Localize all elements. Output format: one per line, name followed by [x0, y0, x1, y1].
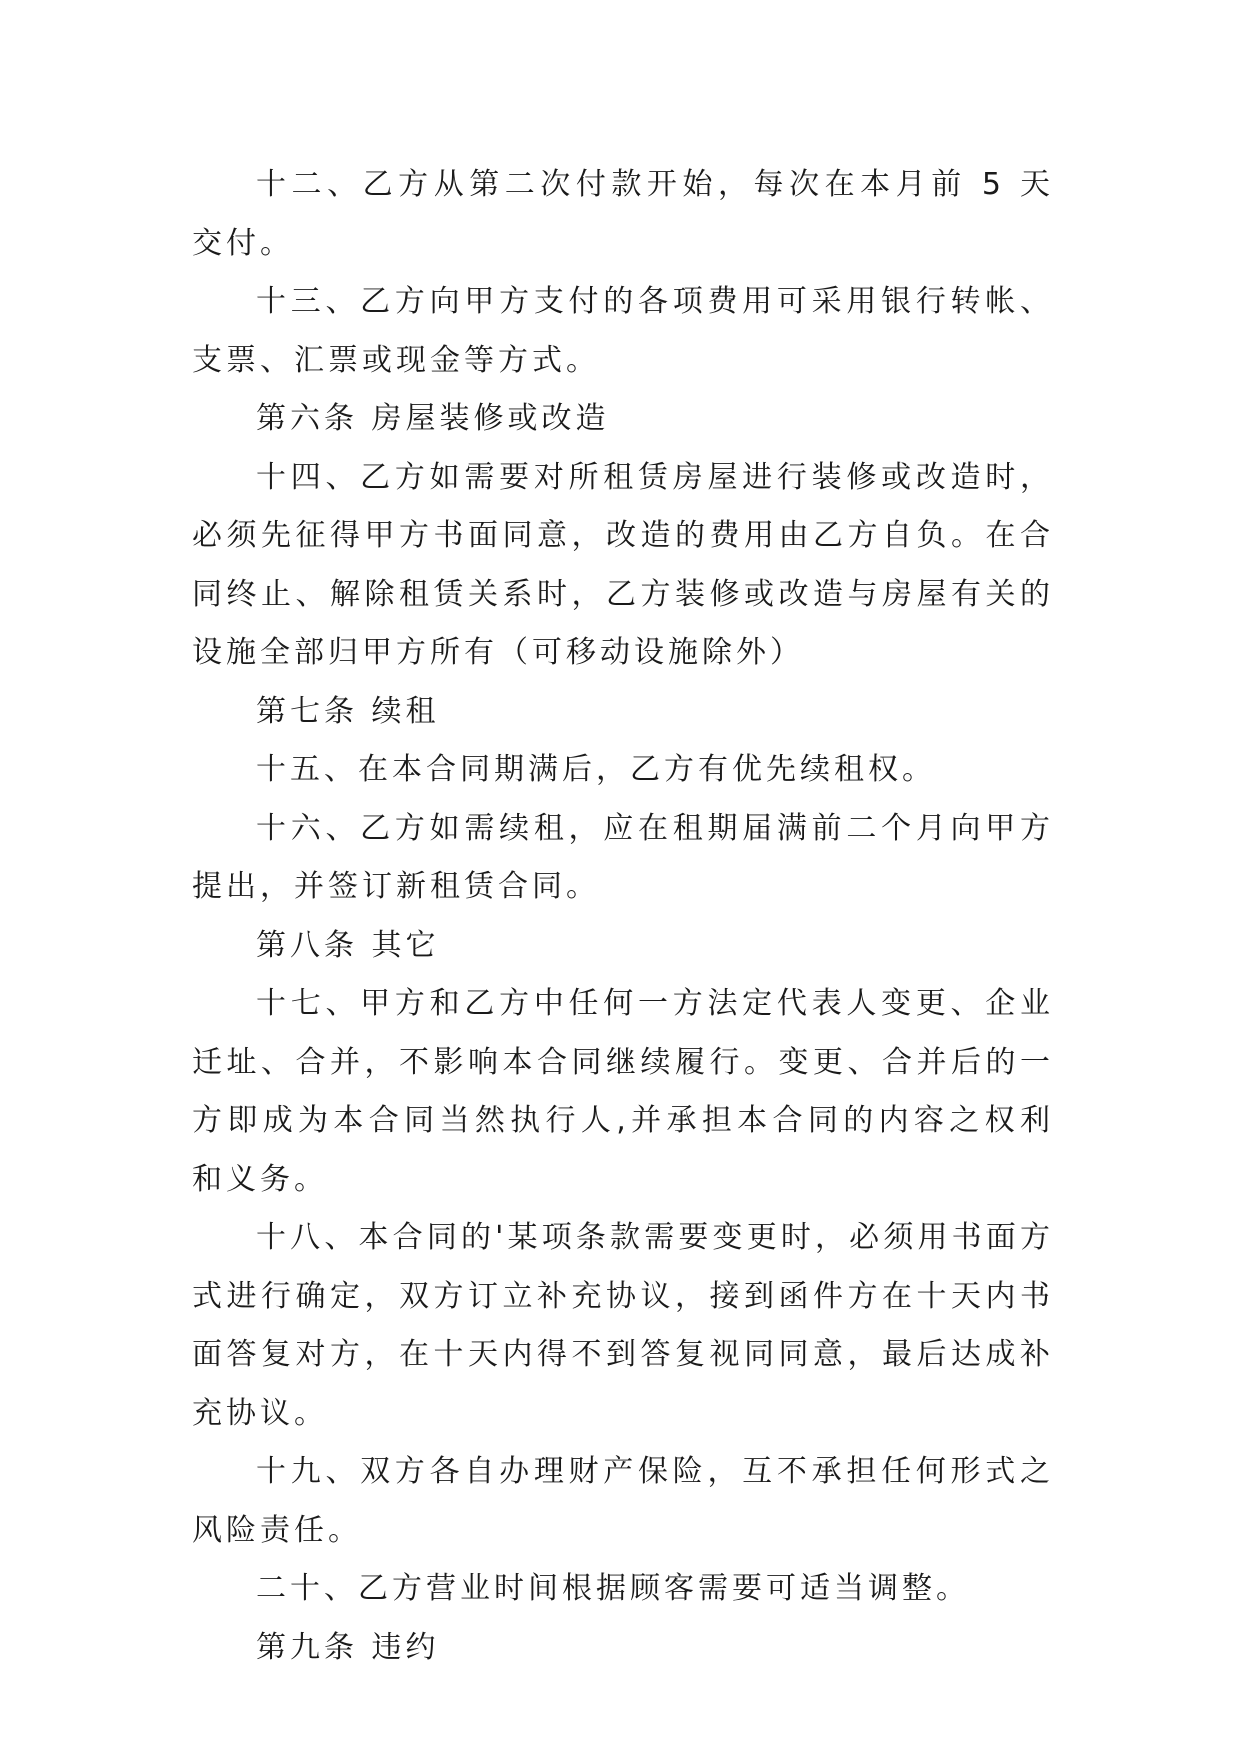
clause-12: 十二、乙方从第二次付款开始，每次在本月前 5 天交付。: [192, 167, 1054, 261]
article-9-heading: 第九条 违约: [256, 1629, 440, 1665]
article-7-heading: 第七条 续租: [256, 693, 440, 729]
clause-20: 二十、乙方营业时间根据顾客需要可适当调整。: [256, 1571, 970, 1606]
clause-18: 十八、本合同的'某项条款需要变更时，必须用书面方式进行确定，双方订立补充协议，接到函件方在十天内书面答复对方，在十天内得不到答复视同同意，最后达成补充协议。: [192, 1220, 1054, 1431]
article-8-heading: 第八条 其它: [256, 927, 440, 963]
clause-13: 十三、乙方向甲方支付的各项费用可采用银行转帐、支票、汇票或现金等方式。: [192, 284, 1054, 378]
clause-15: 十五、在本合同期满后，乙方有优先续租权。: [256, 752, 936, 787]
clause-14: 十四、乙方如需要对所租赁房屋进行装修或改造时，必须先征得甲方书面同意，改造的费用由乙方自负。在合同终止、解除租赁关系时，乙方装修或改造与房屋有关的设施全部归甲方所有（可移动设施除外）: [192, 459, 1054, 670]
clause-17: 十七、甲方和乙方中任何一方法定代表人变更、企业迁址、合并，不影响本合同继续履行。变更、合并后的一方即成为本合同当然执行人,并承担本合同的内容之权利和义务。: [192, 986, 1054, 1197]
clause-19: 十九、双方各自办理财产保险，互不承担任何形式之风险责任。: [192, 1454, 1054, 1548]
document-body: [192, 156, 1054, 1677]
article-6-heading: 第六条 房屋装修或改造: [256, 401, 610, 436]
clause-16: 十六、乙方如需续租，应在租期届满前二个月向甲方提出，并签订新租赁合同。: [192, 810, 1054, 904]
